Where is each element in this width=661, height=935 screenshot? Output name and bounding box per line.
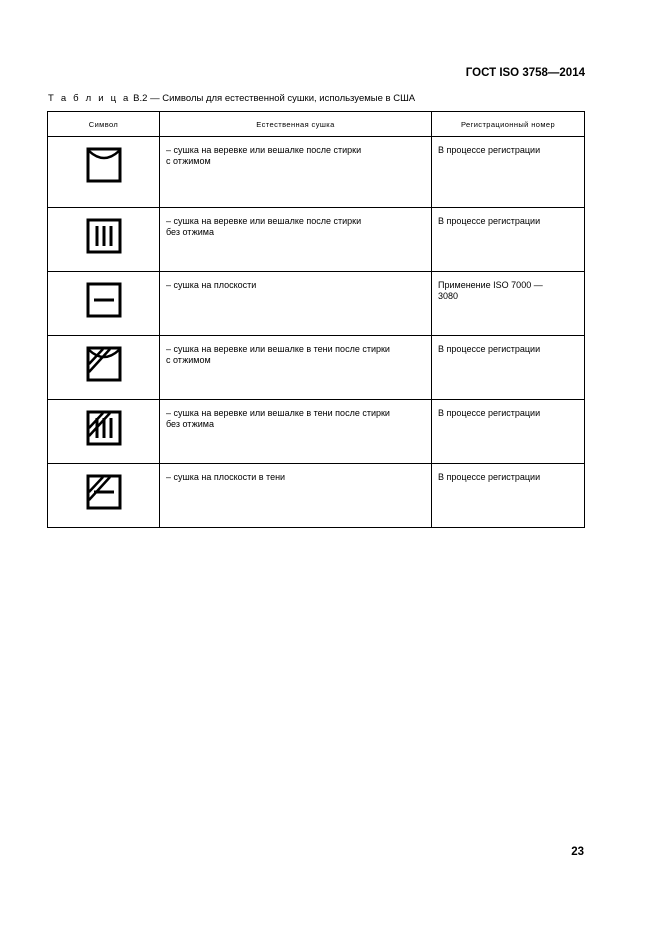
symbol-cell — [48, 336, 160, 400]
table-row — [48, 208, 585, 272]
table-row — [48, 400, 585, 464]
description-cell — [160, 272, 432, 336]
description-cell — [160, 464, 432, 528]
standard-designation: ГОСТ ISO 3758—2014 — [465, 67, 585, 79]
description-line: без отжима — [166, 227, 214, 237]
registration-cell — [432, 464, 585, 528]
description-line: с отжимом — [166, 355, 211, 365]
drip-dry-icon — [86, 218, 122, 254]
table-row — [48, 464, 585, 528]
dry-flat-in-shade-icon — [86, 474, 122, 510]
registration-text: 3080 — [438, 291, 459, 301]
table-header-row — [48, 112, 585, 137]
page-number: 23 — [571, 846, 584, 858]
registration-text: Применение ISO 7000 — — [438, 280, 543, 290]
registration-text: В процессе регистрации — [438, 408, 541, 418]
dry-flat-icon — [86, 282, 122, 318]
registration-cell — [432, 272, 585, 336]
table-caption-text: В.2 — Символы для естественной сушки, используемые в США — [130, 93, 416, 104]
drying-symbols-table — [47, 111, 585, 528]
line-dry-in-shade-icon — [86, 346, 122, 382]
symbol-cell — [48, 400, 160, 464]
registration-cell — [432, 336, 585, 400]
registration-text: В процессе регистрации — [438, 472, 541, 482]
description-line: с отжимом — [166, 156, 211, 166]
description-cell — [160, 336, 432, 400]
description-cell — [160, 400, 432, 464]
table-row — [48, 137, 585, 208]
description-line: – сушка на веревке или вешалке после стирки — [166, 216, 362, 226]
registration-cell — [432, 137, 585, 208]
table-row — [48, 272, 585, 336]
description-cell — [160, 137, 432, 208]
registration-text: В процессе регистрации — [438, 145, 541, 155]
table-caption-label: Т а б л и ц а — [48, 93, 131, 104]
symbol-cell — [48, 272, 160, 336]
column-header-symbol: Символ — [48, 112, 160, 137]
line-dry-after-wring-icon — [86, 147, 122, 183]
symbol-cell — [48, 464, 160, 528]
description-line: – сушка на веревке или вешалке в тени после стирки — [166, 344, 390, 354]
description-line: – сушка на веревке или вешалке в тени после стирки — [166, 408, 390, 418]
description-cell — [160, 208, 432, 272]
table-caption — [48, 93, 415, 104]
description-line: без отжима — [166, 419, 214, 429]
drip-dry-in-shade-icon — [86, 410, 122, 446]
registration-text: В процессе регистрации — [438, 216, 541, 226]
symbol-cell — [48, 208, 160, 272]
symbol-cell — [48, 137, 160, 208]
description-line: – сушка на плоскости в тени — [166, 472, 286, 482]
column-header-registration-number: Регистрационный номер — [432, 112, 585, 137]
description-line: – сушка на веревке или вешалке после стирки — [166, 145, 362, 155]
registration-cell — [432, 400, 585, 464]
table-row — [48, 336, 585, 400]
registration-text: В процессе регистрации — [438, 344, 541, 354]
column-header-natural-drying: Естественная сушка — [160, 112, 432, 137]
description-line: – сушка на плоскости — [166, 280, 257, 290]
registration-cell — [432, 208, 585, 272]
